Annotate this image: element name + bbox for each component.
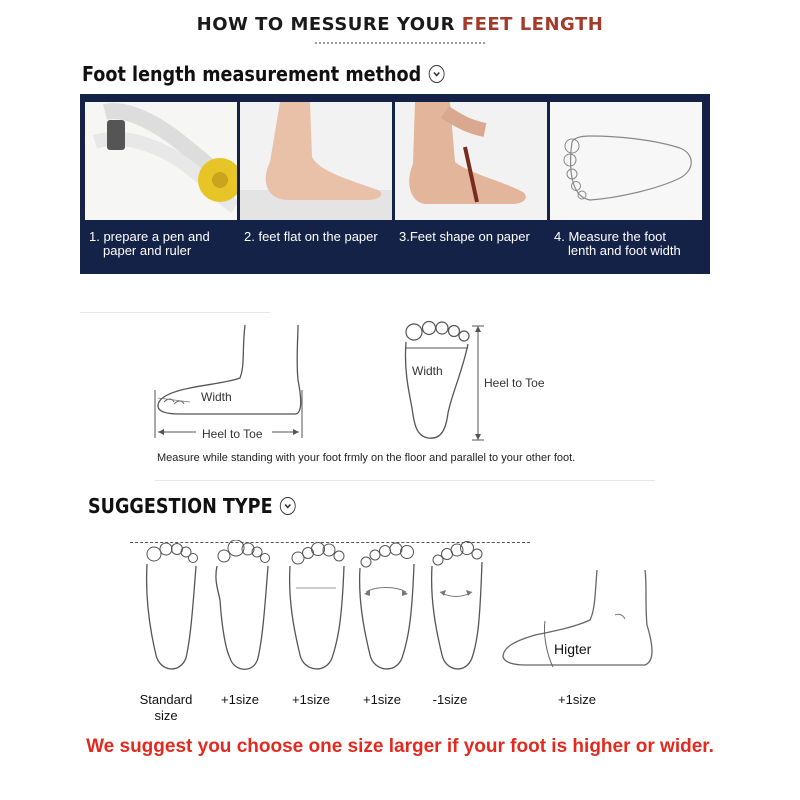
type-label-standard: Standard size [139,692,193,723]
type-label-2: +1size [221,692,259,707]
method-heading-text: Foot length measurement method [82,62,422,86]
step-4-caption: 4. Measure the foot lenth and foot width [554,229,681,258]
pen-tracing-icon [395,102,547,220]
step-2-caption: 2. feet flat on the paper [244,229,378,244]
measure-note: Measure while standing with your foot frmly on the floor and parallel to your other foot. [157,452,576,464]
foot-type-narrow [426,540,486,680]
top-foot-diagram [398,318,498,446]
size-suggestion-note: We suggest you choose one size larger if your foot is higher or wider. [86,736,714,757]
step-2 [240,102,392,244]
step-3 [395,102,547,244]
top-length-label: Heel to Toe [484,376,545,390]
foot-side-icon [240,102,392,220]
chevron-down-icon [428,65,444,83]
method-panel [80,94,710,274]
step-4 [550,102,702,258]
page-title [0,14,800,35]
side-width-label: Width [201,390,232,404]
higher-label: Higter [554,641,592,657]
step-1 [85,102,237,258]
title-divider [315,42,485,44]
foot-type-wide [286,540,346,680]
divider [80,312,270,313]
title-part-2: FEET LENGTH [461,14,604,35]
foot-type-standard [140,540,200,680]
high-instep-foot [495,565,665,680]
suggestion-heading [88,494,295,518]
side-length-label: Heel to Toe [202,427,263,441]
step-3-caption: 3.Feet shape on paper [399,229,530,244]
foot-type-wide-arrows [356,540,416,680]
method-heading [82,62,444,86]
divider [155,480,655,481]
tape-measure-icon [85,102,237,220]
type-label-3: +1size [292,692,330,707]
type-label-6: +1size [558,692,596,707]
foot-type-bunion [212,540,272,680]
title-part-1: HOW TO MESSURE YOUR [196,14,462,35]
type-label-4: +1size [363,692,401,707]
type-label-5: -1size [432,692,468,707]
foot-outline-icon [550,102,702,220]
chevron-down-icon [280,497,296,515]
suggestion-heading-text: SUGGESTION TYPE [88,494,273,518]
top-width-label: Width [412,364,443,378]
step-1-caption: 1. prepare a pen and paper and ruler [89,229,210,258]
